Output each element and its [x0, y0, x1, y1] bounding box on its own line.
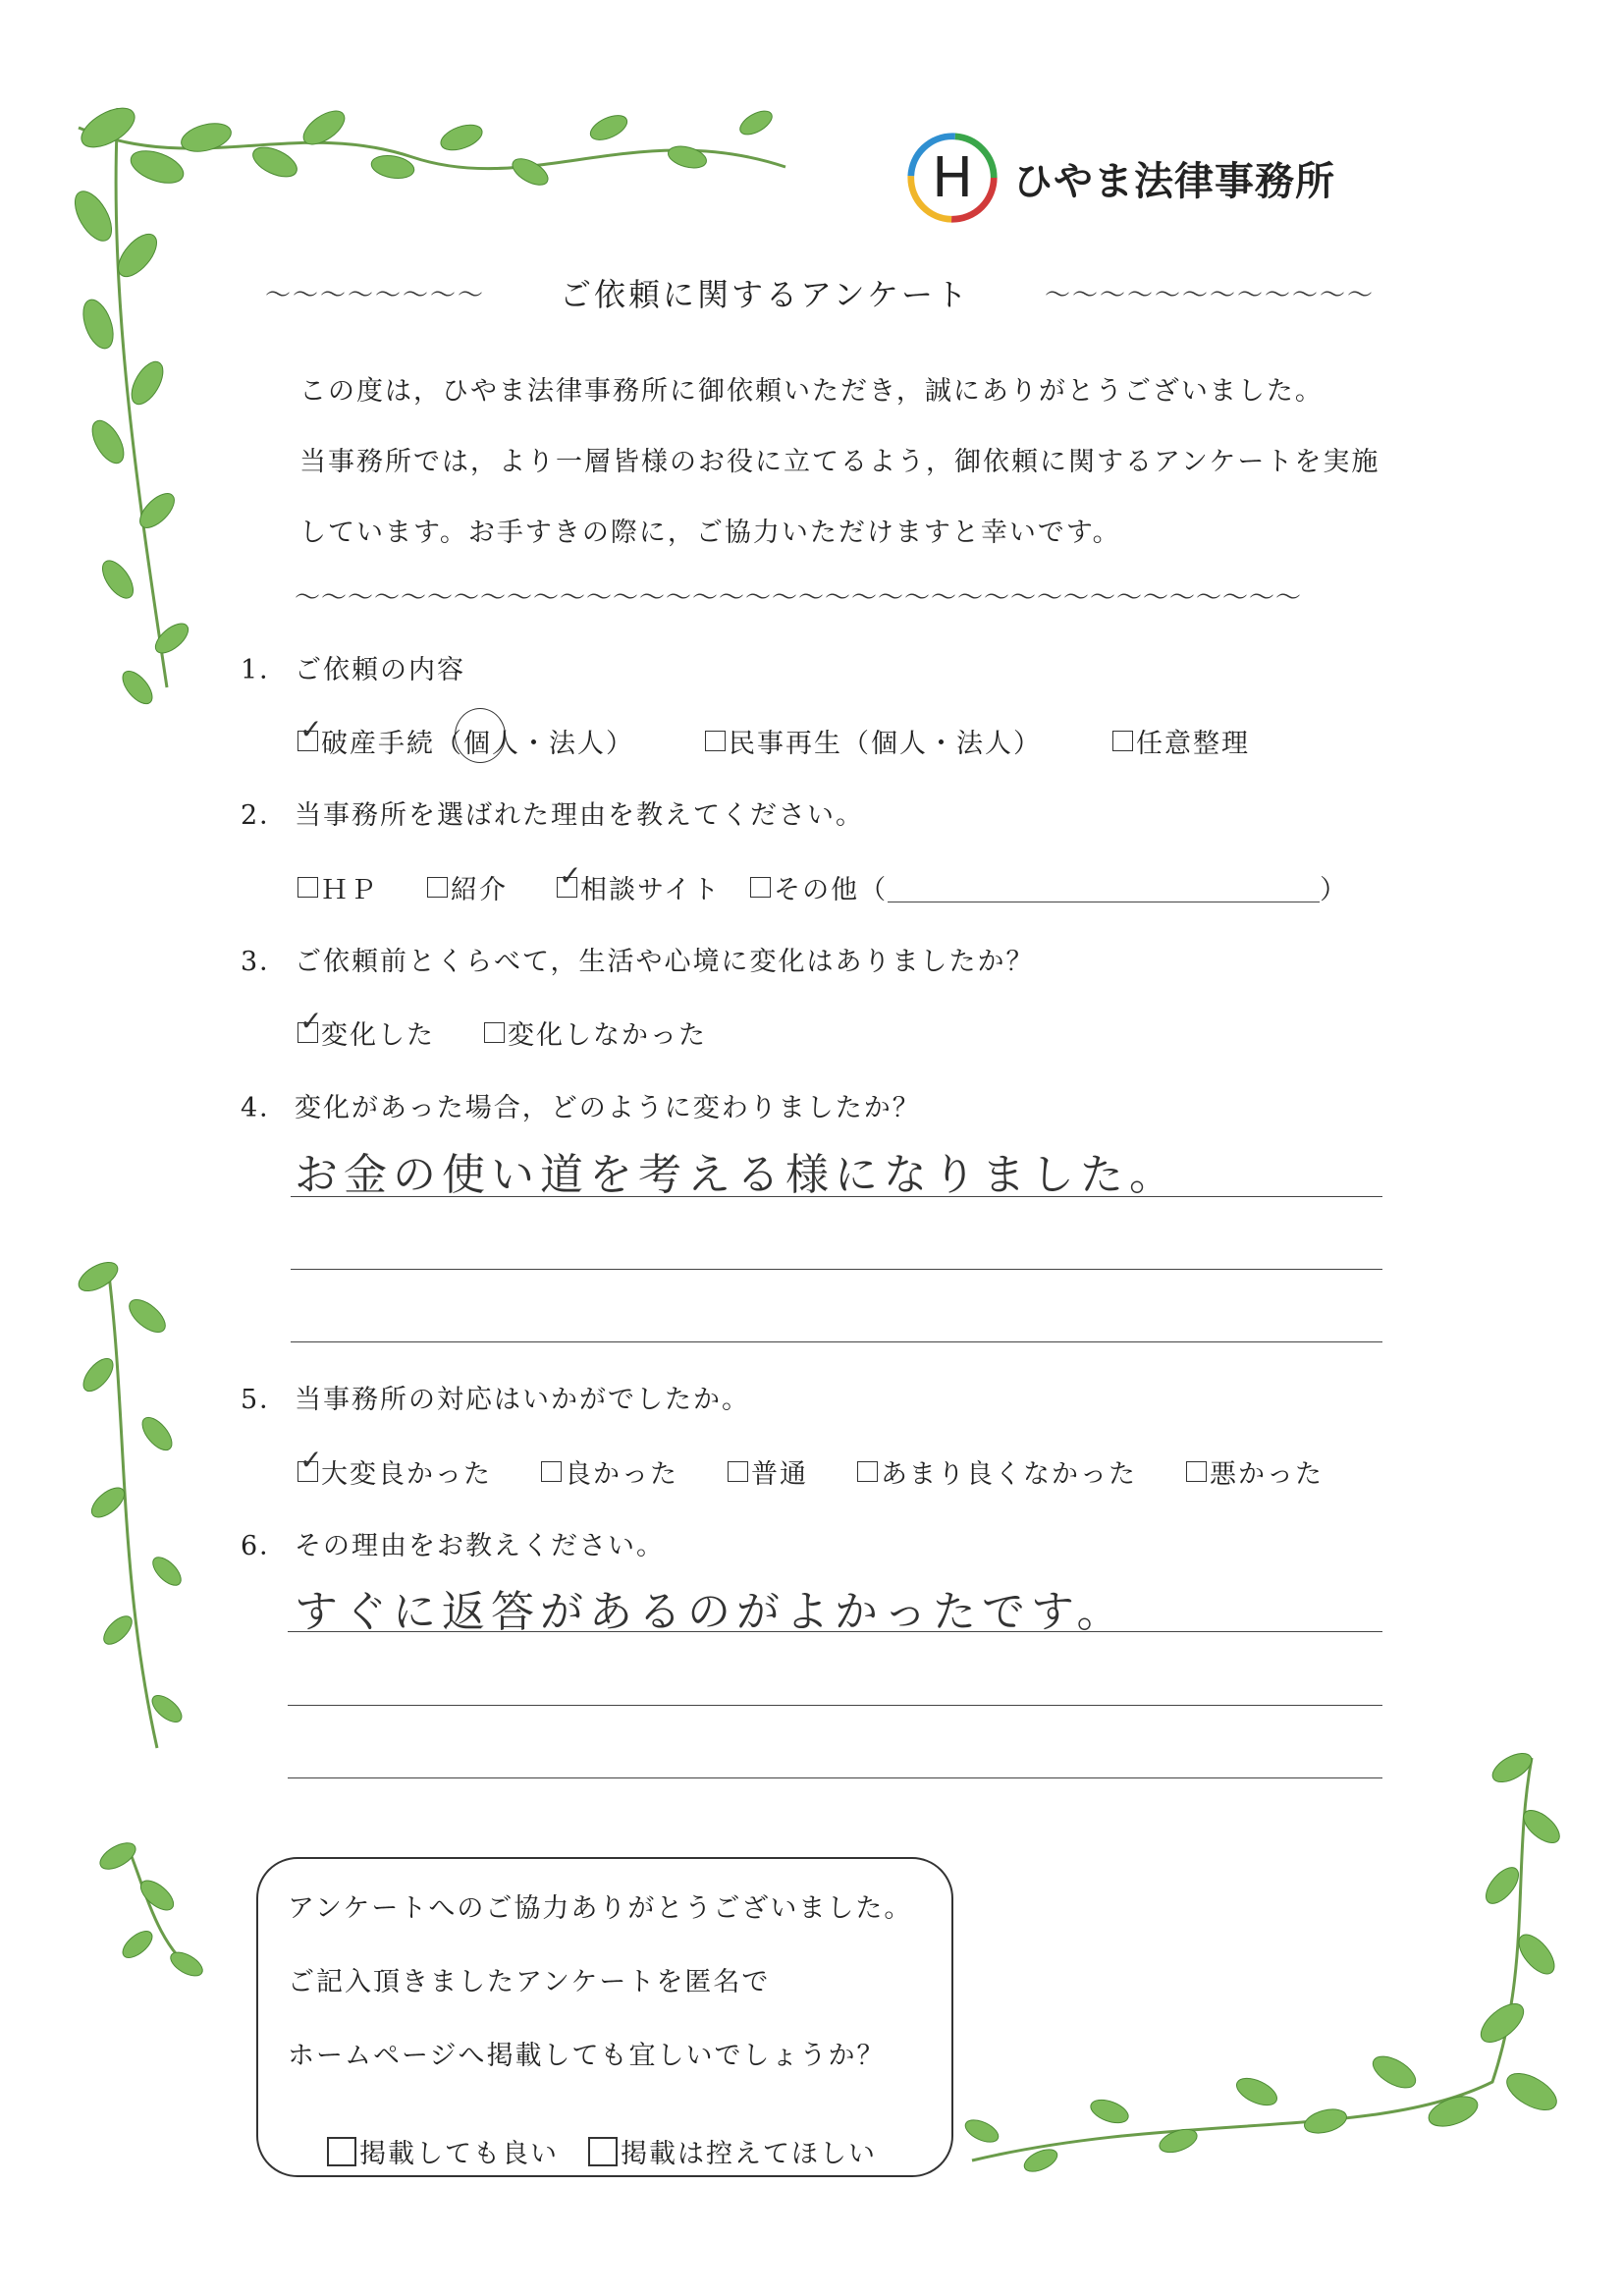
answer-6-handwriting: すぐに返答があるのがよかったです。: [295, 1587, 1126, 1637]
option-changed-label: 変化した: [321, 1020, 435, 1051]
vine-left-middle: [74, 1256, 186, 1748]
option-changed[interactable]: [298, 1005, 435, 1052]
checkbox-consult-site[interactable]: [557, 859, 584, 898]
question-4-number: 4．: [241, 1093, 289, 1123]
checkbox-changed[interactable]: [298, 1005, 325, 1043]
option-referral[interactable]: [427, 868, 508, 906]
question-3-options: [298, 1005, 707, 1052]
question-3: [241, 940, 1034, 978]
question-5-options: [298, 1444, 1324, 1491]
title-right-tilde: 〜〜〜〜〜〜〜〜〜〜〜〜: [1044, 280, 1375, 310]
question-6-text: その理由をお教えください。: [295, 1531, 665, 1561]
handwritten-circle: [455, 708, 506, 763]
option-civil-rehab-label: 民事再生（個人・法人）: [729, 729, 1042, 759]
option-not-changed-label: 変化しなかった: [508, 1020, 707, 1051]
option-publish-ok[interactable]: [327, 2132, 559, 2170]
option-voluntary[interactable]: [1112, 722, 1250, 760]
question-3-number: 3．: [241, 947, 289, 977]
checkbox-good[interactable]: [541, 1461, 562, 1482]
intro-line-1: この度は，ひやま法律事務所に御依頼いただき，誠にありがとうございました。: [299, 376, 1324, 407]
title-row: [265, 273, 1375, 312]
question-5-number: 5．: [241, 1385, 289, 1415]
footer-line-2: ご記入頂きましたアンケートを匿名で: [288, 1967, 771, 1997]
option-not-good[interactable]: [857, 1452, 1137, 1491]
checkbox-not-changed[interactable]: [484, 1022, 505, 1043]
answer-6-line-3[interactable]: [288, 1777, 1382, 1778]
question-2-text: 当事務所を選ばれた理由を教えてください。: [295, 800, 864, 831]
option-bankruptcy-label: 破産手続（個人・法人）: [321, 729, 634, 759]
checkbox-civil-rehab[interactable]: [705, 731, 726, 751]
question-1-number: 1．: [241, 655, 289, 685]
checkbox-very-good[interactable]: [298, 1444, 325, 1482]
option-good-label: 良かった: [565, 1459, 678, 1490]
answer-4-line-2[interactable]: [291, 1269, 1382, 1270]
option-very-good-label: 大変良かった: [321, 1459, 492, 1490]
option-very-good[interactable]: [298, 1444, 492, 1491]
answer-4-handwriting: お金の使い道を考える様になりました。: [295, 1150, 1178, 1200]
answer-4-line-3[interactable]: [291, 1341, 1382, 1342]
answer-6-line-1[interactable]: [288, 1631, 1382, 1632]
checkbox-bankruptcy[interactable]: [298, 713, 325, 751]
check-mark-icon: ✓: [299, 1005, 325, 1037]
checkbox-hp[interactable]: [298, 877, 318, 898]
question-4: [241, 1086, 921, 1124]
question-1-options: [298, 713, 1250, 760]
vine-bottom-right: [962, 1747, 1565, 2175]
logo-mark: [905, 131, 1000, 225]
vine-left-lower: [96, 1837, 206, 1980]
checkbox-average[interactable]: [728, 1461, 748, 1482]
option-average[interactable]: [728, 1452, 808, 1491]
intro-line-3: しています。お手すきの際に，ご協力いただけますと幸いです。: [299, 518, 1121, 548]
checkbox-bad[interactable]: [1186, 1461, 1207, 1482]
option-referral-label: 紹介: [451, 875, 508, 905]
checkbox-publish-no[interactable]: [588, 2137, 618, 2166]
question-4-text: 変化があった場合，どのように変わりましたか？: [295, 1093, 921, 1123]
firm-name: ひやま法律事務所: [1013, 158, 1335, 204]
option-hp[interactable]: [298, 868, 378, 906]
footer-options: [327, 2132, 877, 2170]
question-2-options: [298, 859, 1349, 906]
page-title: ご依頼に関するアンケート: [559, 276, 971, 313]
option-hp-label: ＨＰ: [321, 875, 378, 905]
option-bad-label: 悪かった: [1210, 1459, 1324, 1490]
question-5: [241, 1378, 750, 1416]
question-2-number: 2．: [241, 800, 289, 831]
answer-6-line-2[interactable]: [288, 1705, 1382, 1706]
option-good[interactable]: [541, 1452, 678, 1491]
footer-line-3: ホームページへ掲載しても宜しいでしょうか？: [288, 2041, 886, 2071]
option-voluntary-label: 任意整理: [1136, 729, 1250, 759]
option-publish-ok-label: 掲載しても良い: [359, 2139, 559, 2169]
question-6: [241, 1524, 665, 1562]
question-2: [241, 793, 864, 832]
checkbox-not-good[interactable]: [857, 1461, 878, 1482]
option-not-good-label: あまり良くなかった: [881, 1459, 1137, 1490]
question-3-text: ご依頼前とくらべて，生活や心境に変化はありましたか？: [295, 947, 1035, 977]
option-consult-site[interactable]: [557, 859, 722, 906]
option-civil-rehab[interactable]: [705, 722, 1042, 760]
option-other-close: ）: [1320, 875, 1349, 905]
option-publish-no-label: 掲載は控えてほしい: [621, 2139, 877, 2169]
firm-logo: [905, 131, 1335, 225]
option-not-changed[interactable]: [484, 1013, 707, 1052]
option-other-label: その他（: [774, 875, 889, 905]
question-1: [241, 648, 465, 686]
checkbox-voluntary[interactable]: [1112, 731, 1133, 751]
question-1-text: ご依頼の内容: [295, 655, 465, 685]
option-bad[interactable]: [1186, 1452, 1324, 1491]
divider: 〜〜〜〜〜〜〜〜〜〜〜〜〜〜〜〜〜〜〜〜〜〜〜〜〜〜〜〜〜〜〜〜〜〜〜〜〜〜: [295, 583, 1303, 613]
check-mark-icon: ✓: [299, 1444, 325, 1476]
checkbox-other[interactable]: [750, 877, 771, 898]
option-bankruptcy[interactable]: [298, 713, 634, 760]
title-left-tilde: 〜〜〜〜〜〜〜〜: [265, 280, 486, 310]
logo-letter: H: [932, 146, 973, 211]
check-mark-icon: ✓: [559, 859, 584, 892]
checkbox-publish-ok[interactable]: [327, 2137, 356, 2166]
check-mark-icon: ✓: [299, 713, 325, 745]
question-5-text: 当事務所の対応はいかがでしたか。: [295, 1385, 750, 1415]
question-6-number: 6．: [241, 1531, 289, 1561]
footer-line-1: アンケートへのご協力ありがとうございました。: [288, 1893, 913, 1924]
answer-4-line-1[interactable]: [291, 1196, 1382, 1197]
intro-line-2: 当事務所では，より一層皆様のお役に立てるよう，御依頼に関するアンケートを実施: [299, 447, 1380, 477]
option-other[interactable]: [750, 868, 1348, 906]
option-average-label: 普通: [751, 1459, 808, 1490]
checkbox-referral[interactable]: [427, 877, 448, 898]
option-consult-site-label: 相談サイト: [580, 875, 722, 905]
option-publish-no[interactable]: [588, 2132, 877, 2170]
other-input-line[interactable]: [888, 872, 1320, 902]
